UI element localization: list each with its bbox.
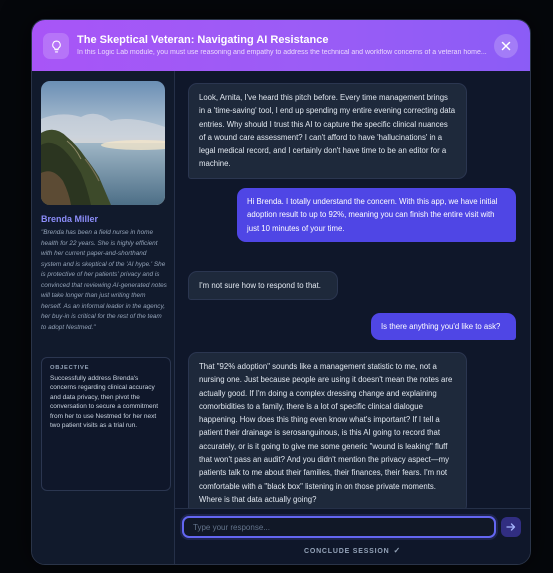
modal-subtitle: In this Logic Lab module, you must use reasoning and empathy to address the technical and workflow concerns of a veteran home...: [77, 49, 487, 56]
arrow-right-icon: [506, 522, 516, 532]
objective-text: Successfully address Brenda's concerns regarding clinical accuracy and data privacy, then pivot the conversation to secure a commitment from her to use Nestmed for her next two patient visits as a trial run.: [50, 375, 159, 430]
objective-card: [41, 357, 171, 491]
ai-message: I'm not sure how to respond to that.: [188, 271, 338, 300]
user-message: Is there anything you'd like to ask?: [371, 313, 516, 340]
modal-header: [32, 20, 530, 71]
send-button[interactable]: [501, 517, 521, 537]
close-icon: [501, 41, 511, 51]
lightbulb-icon: [43, 33, 69, 59]
persona-bio: "Brenda has been a field nurse in home health for 22 years. She is highly efficient with her current paper-and-shorthand system and is skeptical of the 'AI hype.' She is protective of her patients' privacy and is convinced that reviewing AI-generated notes will take longer than just writing them herself. As an informal leader in the agency, her buy-in is critical for the rest of the team to adopt Nestmed.": [41, 229, 167, 331]
user-message: Hi Brenda. I totally understand the concern. With this app, we have initial adoption result to up to 92%, meaning you can finish the entire visit with just 10 minutes of your time.: [237, 188, 516, 242]
conclude-label: CONCLUDE SESSION: [303, 548, 390, 555]
persona-name: Brenda Miller: [41, 214, 99, 224]
check-icon: ✓: [393, 546, 402, 555]
conclude-session-button[interactable]: [175, 546, 530, 555]
chat-transcript: [175, 71, 530, 508]
modal-title: The Skeptical Veteran: Navigating AI Resistance: [77, 34, 329, 46]
objective-title: OBJECTIVE: [50, 365, 90, 371]
close-button[interactable]: [494, 34, 518, 58]
ai-message: Look, Arnita, I've heard this pitch before. Every time management brings in a 'time-saving' tool, I end up spending my entire evening correcting data entries. Why should I trust this AI to capture the specific clinical nuances of a wound care assessment? I can't afford to have 'hallucinations' in a legal medical record, and I certainly don't have time to be an editor for a machine.: [188, 83, 467, 179]
ai-message: That "92% adoption" sounds like a management statistic to me, not a nursing one. Just because people are using it doesn't mean the notes are actually good. If I'm doing a complex dressing change and explaining comorbidities to a family, there is a lot of specific clinical dialogue happening. How does this thing even know what's important? If I tell a patient their drainage is serosanguinous, is this AI going to record that accurately, or is it going to give me some generic "wound is leaking" fluff that won't pass an audit? And you didn't mention the privacy aspect—my patients talk to me about their families, their finances, their fears. I'm not comfortable with a "black box" listening in on those private moments. Where is that data actually going?: [188, 352, 467, 508]
persona-photo: [41, 81, 165, 205]
response-input[interactable]: [182, 516, 496, 538]
composer: [175, 508, 530, 564]
roleplay-modal: [31, 19, 531, 565]
persona-sidebar: [32, 71, 175, 564]
